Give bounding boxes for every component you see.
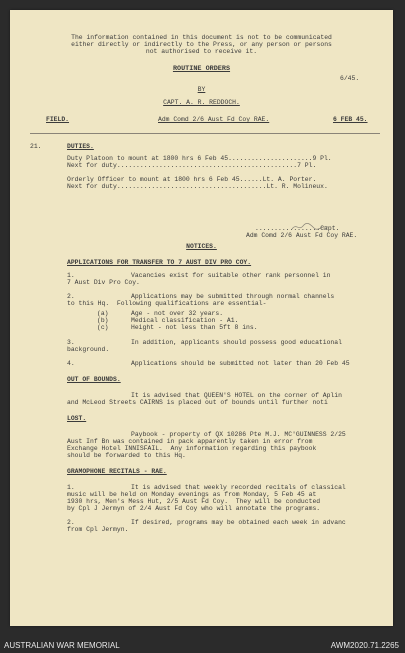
paragraph-line: It is advised that weekly recorded recitals of classical — [131, 484, 346, 491]
paragraph-line: If desired, programs may be obtained each week in advanc — [131, 519, 346, 526]
duty-line: Next for duty...............................................7 Pl. — [67, 162, 317, 169]
qualification-text: Age - not over 32 years. — [131, 310, 224, 317]
paragraph-line: 1930 hrs, Men's Mess Hut, 2/5 Aust Fd Coy. They will be conducted — [67, 498, 321, 505]
footer-institution: AUSTRALIAN WAR MEMORIAL — [4, 641, 120, 650]
by-label: BY — [197, 86, 206, 93]
paragraph-line: Paybook - property of QX 10286 Pte M.J. MC'GUINNESS 2/25 — [131, 431, 346, 438]
signature-block: .................Capt. — [255, 225, 340, 232]
divider — [30, 133, 380, 134]
warning-line-2: either directly or indirectly to the Press, or any person or persons — [71, 41, 332, 48]
location: FIELD. — [46, 116, 70, 123]
paragraph-number: 3. — [67, 339, 75, 346]
officer-name: CAPT. A. R. REDDOCH. — [163, 99, 240, 106]
paragraph-line: background. — [67, 346, 110, 353]
paragraph-line: by Cpl J Jermyn of 2/4 Aust Fd Coy who will annotate the programs. — [67, 505, 321, 512]
paragraph-number: 4. — [67, 360, 75, 367]
paragraph-line: Aust Inf Bn was contained in pack apparently taken in error from — [67, 438, 313, 445]
footer-accession-number: AWM2020.71.2265 — [330, 641, 399, 650]
paragraph-line: and McLeod Streets CAIRNS is placed out of bounds until further noti — [67, 399, 328, 406]
signature-subtitle: Adm Comd 2/6 Aust Fd Coy RAE. — [246, 232, 358, 239]
paragraph-number: 1. — [67, 484, 75, 491]
qualification-key: (a) — [97, 310, 109, 317]
paragraph-line: Exchange Hotel INNISFAIL. Any information regarding this paybook — [67, 445, 317, 452]
paragraph-number: 2. — [67, 519, 75, 526]
paragraph-line: In addition, applicants should possess good educational — [131, 339, 342, 346]
command: Adm Comd 2/6 Aust Fd Coy RAE. — [158, 116, 270, 123]
notices-heading: NOTICES. — [186, 243, 217, 250]
qualification-text: Medical classification - A1. — [131, 317, 239, 324]
duty-line: Duty Platoon to mount at 1800 hrs 6 Feb 45......................9 Pl. — [67, 155, 332, 162]
qualification-key: (b) — [97, 317, 109, 324]
paragraph-line: It is advised that QUEEN'S HOTEL on the corner of Aplin — [131, 392, 342, 399]
page-title: ROUTINE ORDERS — [172, 65, 231, 73]
out-of-bounds-heading: OUT OF BOUNDS. — [67, 376, 121, 383]
paragraph-number: 1. — [67, 272, 75, 279]
paragraph-line: Applications may be submitted through normal channels — [131, 293, 335, 300]
paragraph-line: Applications should be submitted not later than 20 Feb 45 — [131, 360, 350, 367]
paragraph-line: music will be held on Monday evenings as from Monday, 5 Feb 45 at — [67, 491, 317, 498]
gramophone-heading: GRAMOPHONE RECITALS - RAE. — [67, 468, 167, 475]
applications-heading: APPLICATIONS FOR TRANSFER TO 7 AUST DIV PRO COY. — [67, 259, 252, 266]
lost-heading: LOST. — [67, 415, 87, 422]
footer-bar — [0, 640, 405, 653]
qualification-text: Height - not less than 5ft 8 ins. — [131, 324, 258, 331]
paragraph-line: to this Hq. Following qualifications are essential- — [67, 300, 267, 307]
order-number: 6/45. — [340, 75, 360, 82]
duty-line: Next for duty.......................................Lt. R. Molineux. — [67, 183, 328, 190]
document-page — [10, 10, 393, 626]
duties-heading: DUTIES. — [67, 143, 94, 150]
warning-line-1: The information contained in this document is not to be communicated — [71, 34, 332, 41]
paragraph-line: Vacancies exist for suitable other rank personnel in — [131, 272, 331, 279]
item-number: 21. — [30, 143, 42, 150]
warning-line-3: not authorised to receive it. — [145, 48, 258, 55]
duty-line: Orderly Officer to mount at 1800 hrs 6 Feb 45......Lt. A. Porter. — [67, 176, 317, 183]
order-date: 6 FEB 45. — [333, 116, 368, 123]
paragraph-line: should be forwarded to this Hq. — [67, 452, 186, 459]
paragraph-number: 2. — [67, 293, 75, 300]
qualification-key: (c) — [97, 324, 109, 331]
paragraph-line: from Cpl Jermyn. — [67, 526, 129, 533]
paragraph-line: 7 Aust Div Pro Coy. — [67, 279, 140, 286]
